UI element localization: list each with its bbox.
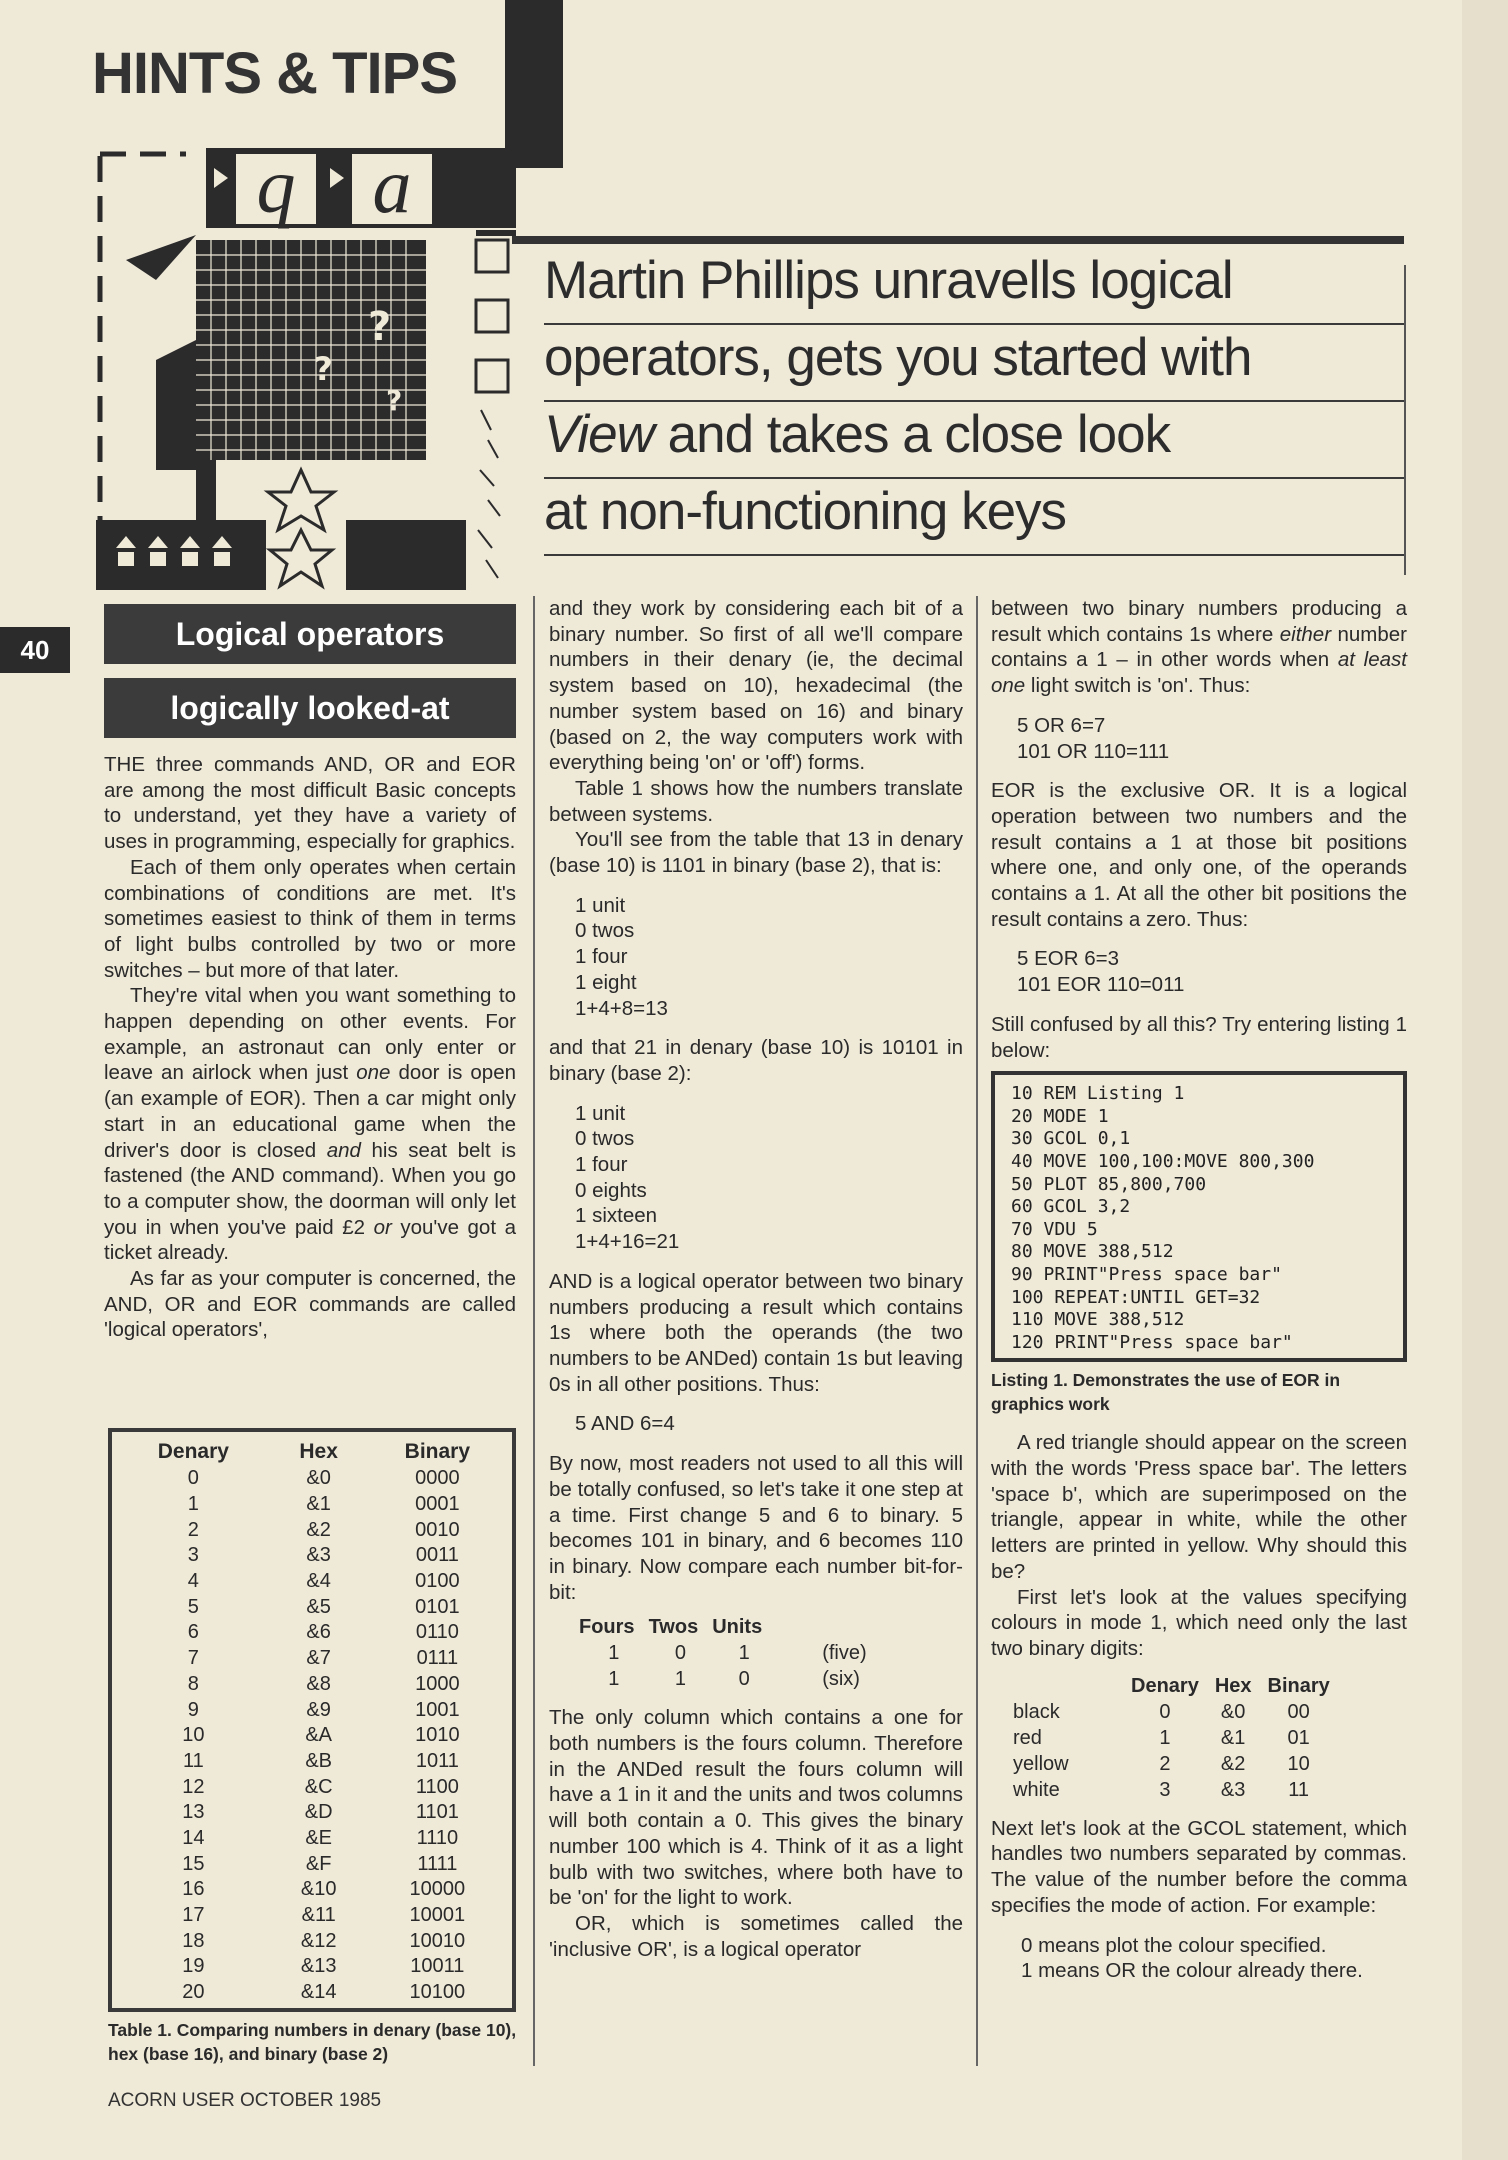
paragraph: [104, 983, 516, 1266]
table-cell: 0: [187, 1467, 199, 1490]
text-run: They're vital when you want something to happen depending on other events. For example, an astronaut can only enter or leave an airlock when just: [104, 984, 516, 1085]
svg-text:?: ?: [368, 304, 392, 350]
table-row: [579, 1641, 867, 1667]
table-cell: 0: [674, 1642, 686, 1665]
table-cell: 0011: [415, 1544, 459, 1567]
table-cell: &F: [305, 1852, 332, 1875]
section-heading-line1: Logical operators: [104, 604, 516, 664]
code-listing-1: [991, 1071, 1407, 1362]
emphasis: at least one: [991, 648, 1407, 698]
paragraph: Next let's look at the GCOL statement, which handles two numbers separated by commas. The value of the number before the comma specifies the mode of action. For example:: [991, 1816, 1407, 1917]
table-header-cell: [1013, 1674, 1123, 1700]
table-cell: 01: [1287, 1726, 1310, 1749]
table-cell: &12: [300, 1929, 337, 1952]
table-cell: yellow: [1013, 1752, 1069, 1775]
table-cell: 1000: [415, 1672, 460, 1695]
table-header-cell: Twos: [648, 1616, 699, 1639]
paragraph: THE three commands AND, OR and EOR are among the most difficult Basic concepts to understand, yet they have a variety of uses in programming, especially for graphics.: [104, 753, 516, 854]
text-run: his seat belt is fastened (the AND command). When you go to a computer show, the doorman will only let you in when you've paid £2: [104, 1138, 516, 1239]
table-cell: 15: [182, 1852, 205, 1875]
table-cell: &C: [304, 1775, 333, 1798]
table-cell: 1: [187, 1493, 199, 1516]
table-cell: 0111: [416, 1647, 459, 1670]
table-cell: &2: [306, 1518, 331, 1541]
table-cell: &5: [306, 1595, 331, 1618]
table-cell: 10: [182, 1724, 205, 1747]
table-row: [112, 1903, 512, 1929]
code-line: 30 GCOL 0,1: [1011, 1128, 1131, 1150]
table-row: [112, 1877, 512, 1903]
list-line: 1 unit: [575, 1101, 626, 1125]
table-cell: &10: [300, 1878, 337, 1901]
table-cell: &A: [305, 1724, 332, 1747]
list-line: 1 four: [575, 1153, 628, 1177]
paragraph: First let's look at the values specifying colours in mode 1, which need only the last two binary digits:: [991, 1585, 1407, 1660]
table-cell: &9: [306, 1698, 331, 1721]
table-row: [112, 1594, 512, 1620]
table-cell: 18: [182, 1929, 205, 1952]
paragraph: As far as your computer is concerned, the AND, OR and EOR commands are called 'logical operators',: [104, 1267, 516, 1342]
table-cell: 1: [608, 1668, 620, 1691]
table-row: [112, 1620, 512, 1646]
text-run: number contains a 1 – in other words when: [991, 622, 1407, 672]
paragraph: EOR is the exclusive OR. It is a logical operation between two numbers and the result contains a 1 at those bit positions where one, and only one, of the operands contains a 1. At all the other bit positions the result contains a zero. Thus:: [991, 779, 1407, 931]
table-cell: (six): [822, 1668, 860, 1691]
svg-text:?: ?: [386, 384, 403, 417]
or-example: [1017, 713, 1407, 764]
table-cell: white: [1013, 1778, 1060, 1801]
code-line: 90 PRINT"Press space bar": [1011, 1264, 1282, 1285]
mode-line: 0 means plot the colour specified.: [1021, 1933, 1327, 1957]
denary-hex-binary-table: [112, 1438, 512, 2005]
emphasis: or: [373, 1215, 392, 1239]
table-cell: 11: [182, 1749, 204, 1772]
table-cell: &E: [305, 1826, 332, 1849]
table-cell: 1: [1159, 1726, 1171, 1749]
subtitle-top-rule: [512, 236, 1404, 244]
page-number-tab: 40: [0, 627, 70, 673]
standfirst-line: at non-functioning keys: [544, 479, 1404, 556]
table-row: [112, 1954, 512, 1980]
table-cell: 0010: [415, 1518, 460, 1541]
code-line: 10 REM Listing 1: [1011, 1083, 1185, 1105]
standfirst-line: operators, gets you started with: [544, 325, 1404, 402]
emphasis: and: [326, 1138, 361, 1162]
table-cell: &3: [1220, 1778, 1246, 1801]
table-row: [112, 1749, 512, 1775]
list-line: 1+4+16=21: [575, 1230, 680, 1254]
table-cell: 10010: [409, 1929, 466, 1952]
table-1: [108, 1428, 516, 2012]
mode1-colour-table: [1013, 1674, 1338, 1804]
table-cell: 2: [187, 1518, 199, 1541]
table-cell: 1: [608, 1642, 620, 1665]
gcol-modes-list: [1021, 1933, 1407, 1984]
table-cell: 5: [187, 1595, 199, 1618]
table-cell: &11: [301, 1904, 336, 1927]
code-line: 80 MOVE 388,512: [1011, 1241, 1174, 1263]
table-row: [1013, 1726, 1338, 1752]
table-cell: &13: [300, 1955, 337, 1978]
table-row: [579, 1667, 867, 1693]
table-row: [112, 1980, 512, 2006]
table-header-cell: Hex: [299, 1440, 338, 1463]
table-cell: 10100: [409, 1981, 466, 2004]
table-header-cell: Units: [712, 1616, 763, 1639]
table-row: [112, 1774, 512, 1800]
table-cell: 6: [187, 1621, 199, 1644]
table-cell: 1001: [415, 1698, 460, 1721]
svg-text:?: ?: [314, 350, 333, 388]
table-row: [112, 1826, 512, 1852]
text-run: you've got a ticket already.: [104, 1215, 516, 1265]
list-line: 1 four: [575, 945, 628, 969]
next-page-edge: [1462, 0, 1508, 2160]
column-3: [991, 596, 1407, 1998]
paragraph: OR, which is sometimes called the 'inclusive OR', is a logical operator: [549, 1911, 963, 1961]
table-cell: &7: [306, 1647, 331, 1670]
table-row: [112, 1543, 512, 1569]
code-line: 40 MOVE 100,100:MOVE 800,300: [1011, 1151, 1315, 1173]
table-cell: 9: [187, 1698, 199, 1721]
text-run: between two binary numbers producing a result which contains 1s where: [991, 597, 1407, 646]
table-cell: 0101: [415, 1595, 460, 1618]
table-cell: 13: [182, 1801, 205, 1824]
paragraph: By now, most readers not used to all this will be totally confused, so let's take it one step at a time. First change 5 and 6 to binary. 5 becomes 101 in binary, and 6 becomes 110 in binary. Now compare each number bit-for-bit:: [549, 1452, 963, 1604]
table-row: [112, 1697, 512, 1723]
table-cell: 8: [187, 1672, 199, 1695]
table-cell: (five): [822, 1642, 867, 1665]
standfirst-line: [544, 402, 1404, 479]
code-line: 60 GCOL 3,2: [1011, 1196, 1131, 1218]
table-row: [112, 1466, 512, 1492]
table-row: [1013, 1778, 1338, 1804]
bit-comparison-table: [579, 1615, 867, 1693]
table-cell: 20: [182, 1981, 205, 2004]
binary-breakdown-13: [575, 893, 963, 1022]
table-cell: 0000: [415, 1467, 460, 1490]
example-line: 5 OR 6=7: [1017, 713, 1106, 737]
table-row: [112, 1672, 512, 1698]
column-2: [549, 596, 963, 1962]
table-cell: 0110: [415, 1621, 459, 1644]
list-line: 1 unit: [575, 893, 626, 917]
table-cell: 1010: [415, 1724, 460, 1747]
table-row: [1013, 1752, 1338, 1778]
table-header-cell: Denary: [157, 1440, 229, 1463]
table-cell: 14: [182, 1826, 205, 1849]
code-line: 120 PRINT"Press space bar": [1011, 1331, 1293, 1353]
list-line: 1+4+8=13: [575, 996, 668, 1020]
listing-1-caption: Listing 1. Demonstrates the use of EOR in graphics work: [991, 1370, 1341, 1415]
table-row: [112, 1723, 512, 1749]
table-cell: 2: [1159, 1752, 1171, 1775]
example-line: 5 EOR 6=3: [1017, 947, 1119, 971]
table-header-cell: Fours: [579, 1616, 635, 1639]
page-footer: ACORN USER OCTOBER 1985: [108, 2090, 382, 2111]
table-cell: &0: [306, 1467, 331, 1490]
code-line: 50 PLOT 85,800,700: [1011, 1173, 1207, 1195]
table-cell: 10001: [409, 1904, 466, 1927]
table-header-cell: [776, 1615, 866, 1641]
table-row: [112, 1928, 512, 1954]
list-line: 1 eight: [575, 970, 637, 994]
paragraph: You'll see from the table that 13 in denary (base 10) is 1101 in binary (base 2), that is:: [549, 828, 963, 878]
table-cell: &3: [306, 1544, 331, 1567]
table-row: [112, 1517, 512, 1543]
logo-q: q: [256, 142, 296, 229]
table-cell: 4: [187, 1570, 199, 1593]
binary-breakdown-21: [575, 1101, 963, 1255]
table-row: [112, 1569, 512, 1595]
code-line: 110 MOVE 388,512: [1011, 1309, 1185, 1331]
section-heading-line2: logically looked-at: [104, 678, 516, 738]
code-line: 100 REPEAT:UNTIL GET=32: [1011, 1286, 1261, 1308]
qa-illustration: [96, 140, 526, 590]
table-cell: 0: [738, 1668, 750, 1691]
paragraph: and that 21 in denary (base 10) is 10101 in binary (base 2):: [549, 1036, 963, 1085]
table-row: [112, 1851, 512, 1877]
table-cell: 10000: [409, 1878, 466, 1901]
table-cell: red: [1013, 1726, 1042, 1749]
table-cell: 7: [187, 1647, 199, 1670]
table-cell: 19: [182, 1955, 205, 1978]
table-row: [112, 1646, 512, 1672]
paragraph: and they work by considering each bit of a binary number. So first of all we'll compare numbers in their denary (ie, the decimal system based on 10), hexadecimal (the number system based on 16) and binary (based on 2, the way computers work with everything being 'on' or 'off') forms.: [549, 597, 963, 775]
code-line: 70 VDU 5: [1011, 1218, 1098, 1240]
table-header-cell: Hex: [1214, 1674, 1252, 1697]
table-header-cell: Denary: [1131, 1674, 1199, 1697]
table-cell: &D: [304, 1801, 333, 1824]
column-1: [104, 752, 516, 1343]
table-cell: &4: [306, 1570, 331, 1593]
paragraph: A red triangle should appear on the screen with the words 'Press space bar'. The letters 'space b', which are superimposed on the triangle, appear in white, while the other letters are printed in yellow. Why should this be?: [991, 1431, 1407, 1583]
standfirst-line: Martin Phillips unravells logical: [544, 248, 1404, 325]
logo-a: a: [372, 142, 412, 229]
list-line: 1 sixteen: [575, 1204, 658, 1228]
column-divider: [533, 596, 535, 2066]
list-line: 0 eights: [575, 1178, 647, 1202]
table-row: [1013, 1700, 1338, 1726]
table-cell: 17: [182, 1904, 205, 1927]
table-cell: &2: [1220, 1752, 1246, 1775]
table-cell: &6: [306, 1621, 331, 1644]
list-line: 0 twos: [575, 1127, 635, 1151]
example-line: 101 EOR 110=011: [1017, 973, 1185, 997]
table-cell: &0: [1220, 1700, 1246, 1723]
table-header-cell: Binary: [1267, 1674, 1330, 1697]
table-cell: 1011: [415, 1749, 459, 1772]
table-cell: 12: [182, 1775, 205, 1798]
table-cell: 10011: [410, 1955, 465, 1978]
column-divider: [976, 596, 978, 2066]
table-cell: 1: [674, 1668, 686, 1691]
standfirst-italic-view: View: [544, 405, 654, 464]
eor-example: [1017, 946, 1407, 997]
text-run: light switch is 'on'. Thus:: [1025, 674, 1251, 698]
paragraph: Table 1 shows how the numbers translate between systems.: [549, 776, 963, 826]
table-cell: 10: [1287, 1752, 1310, 1775]
text-run: door is open (an example of EOR). Then a car might only start in an educational game when the driver's door is closed: [104, 1061, 517, 1162]
paragraph: The only column which contains a one for both numbers is the fours column. Therefore in the ANDed result the fours column will have a 1 in it and the units and twos columns will both contain a 0. This gives the binary number 100 which is 4. Think of it as a light bulb with two switches, where both have to be 'on' for the light to work.: [549, 1706, 963, 1910]
paragraph: Each of them only operates when certain combinations of conditions are met. It's sometimes easiest to think of them in terms of light bulbs controlled by two or more switches – but more of that later.: [104, 855, 516, 982]
emphasis: one: [356, 1061, 391, 1085]
table-cell: 3: [187, 1544, 199, 1567]
paragraph: Still confused by all this? Try entering listing 1 below:: [991, 1012, 1407, 1062]
paragraph: AND is a logical operator between two binary numbers producing a result which contains 1s where both the operands (the two numbers to be ANDed) contain 1s but leaving 0s in all other positions. Thus:: [549, 1269, 963, 1396]
code-line: 20 MODE 1: [1011, 1105, 1109, 1127]
table-cell: 0: [1159, 1700, 1171, 1723]
table-header-cell: Binary: [404, 1440, 471, 1463]
table-cell: 0001: [415, 1493, 460, 1516]
table-cell: 00: [1287, 1700, 1310, 1723]
list-line: 0 twos: [575, 919, 635, 943]
table-cell: black: [1013, 1700, 1060, 1723]
table-cell: &1: [1220, 1726, 1246, 1749]
table-1-caption: Table 1. Comparing numbers in denary (base 10), hex (base 16), and binary (base 2): [108, 2020, 517, 2064]
example-line: 101 OR 110=111: [1017, 739, 1170, 763]
table-cell: 1101: [415, 1801, 459, 1824]
table-cell: 1110: [416, 1826, 459, 1849]
emphasis: either: [1279, 622, 1332, 646]
table-cell: 1100: [415, 1775, 459, 1798]
table-cell: 3: [1159, 1778, 1171, 1801]
section-header-title: HINTS & TIPS: [92, 41, 458, 106]
table-row: [112, 1492, 512, 1518]
table-cell: 1111: [417, 1852, 458, 1875]
article-standfirst: [544, 248, 1404, 556]
table-cell: 0100: [415, 1570, 460, 1593]
table-row: [112, 1800, 512, 1826]
table-cell: &B: [305, 1749, 332, 1772]
table-cell: &8: [306, 1672, 331, 1695]
and-example: 5 AND 6=4: [575, 1412, 675, 1436]
table-cell: 16: [182, 1878, 205, 1901]
standfirst-line-rest: and takes a close look: [653, 405, 1171, 464]
paragraph: [991, 596, 1407, 699]
table-cell: 11: [1288, 1778, 1310, 1801]
table-cell: &14: [300, 1981, 337, 2004]
table-cell: 1: [738, 1642, 750, 1665]
table-cell: &1: [306, 1493, 331, 1516]
mode-line: 1 means OR the colour already there.: [1021, 1959, 1363, 1983]
subtitle-right-rule: [1404, 265, 1406, 575]
